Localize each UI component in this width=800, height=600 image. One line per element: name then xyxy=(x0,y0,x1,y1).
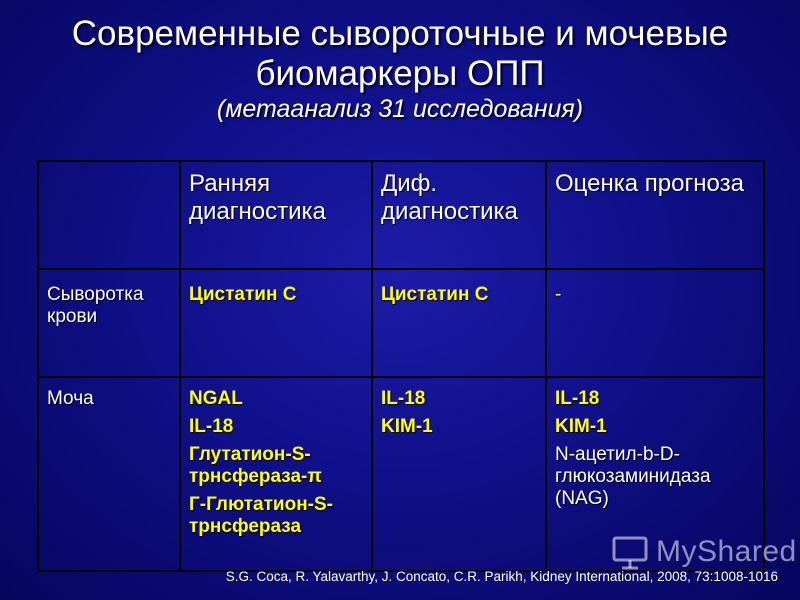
row-label-urine: Моча xyxy=(38,377,180,571)
biomarker-item: IL-18 xyxy=(189,416,234,437)
cell-serum-prognosis xyxy=(546,269,764,377)
header-cell-differential-diagnosis: Диф. диагностика xyxy=(372,161,546,269)
table-row-serum xyxy=(38,269,764,377)
cell-urine-early xyxy=(180,377,372,571)
biomarker-item: KIM-1 xyxy=(381,416,433,437)
slide-title-block xyxy=(0,14,800,124)
header-cell-early-diagnosis: Ранняя диагностика xyxy=(180,161,372,269)
biomarker-item: KIM-1 xyxy=(555,416,607,437)
slide-title-line-2: биомаркеры ОПП xyxy=(255,54,545,93)
biomarker-item: Глутатион-S-трнсфераза-π xyxy=(189,444,322,487)
projector-screen-icon xyxy=(610,532,650,572)
biomarker-item: Г-Глютатион-S-трнсфераза xyxy=(189,494,334,537)
slide-title-line-1: Современные сывороточные и мочевые xyxy=(71,14,729,53)
biomarkers-table xyxy=(37,160,765,572)
citation: S.G. Coca, R. Yalavarthy, J. Concato, C.R. Parikh, Kidney International, 2008, 73:1008-1016 xyxy=(225,569,778,584)
biomarker-item: NGAL xyxy=(189,388,243,409)
biomarker-item: Цистатин С xyxy=(189,284,297,305)
cell-serum-early xyxy=(180,269,372,377)
biomarker-item: N-ацетил-b-D-глюкозаминидаза (NAG) xyxy=(555,444,711,509)
cell-serum-differential xyxy=(372,269,546,377)
biomarker-item-none: - xyxy=(555,284,562,305)
slide-subtitle: (метаанализ 31 исследования) xyxy=(216,95,584,123)
biomarker-item: Цистатин С xyxy=(381,284,489,305)
watermark-text: MyShared xyxy=(656,535,797,568)
biomarker-item: IL-18 xyxy=(381,388,426,409)
header-cell-empty xyxy=(38,161,180,269)
cell-urine-differential xyxy=(372,377,546,571)
watermark xyxy=(610,532,797,572)
table-header-row xyxy=(38,161,764,269)
row-label-serum: Сыворотка крови xyxy=(38,269,180,377)
biomarker-item: IL-18 xyxy=(555,388,600,409)
header-cell-prognosis: Оценка прогноза xyxy=(546,161,764,269)
